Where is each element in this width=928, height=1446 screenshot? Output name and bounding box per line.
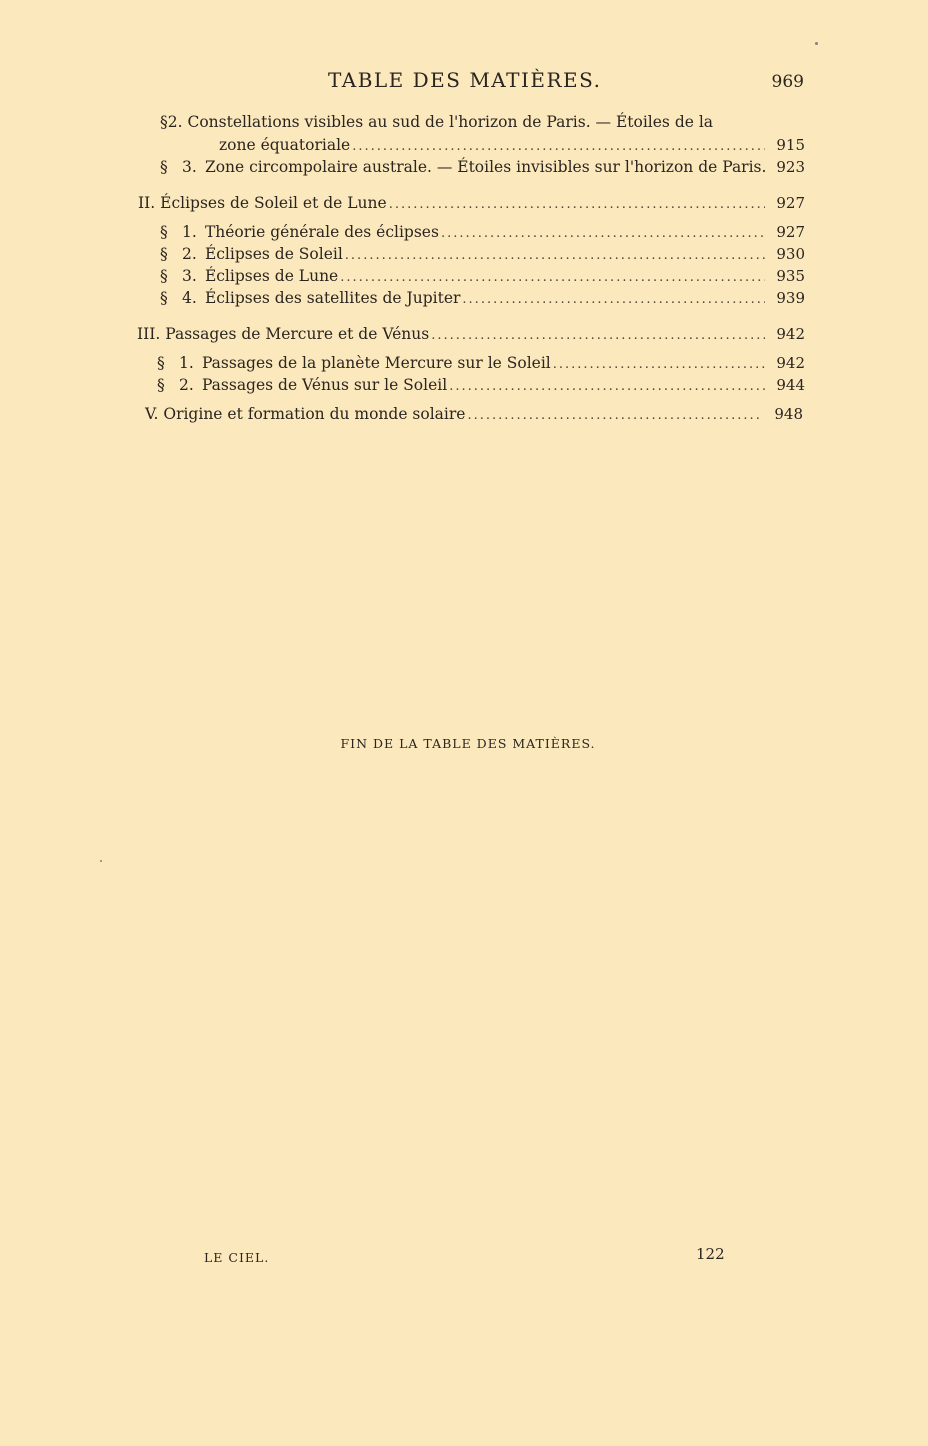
section-marker: § (160, 113, 168, 131)
toc-chapter (138, 192, 805, 216)
header-page-number: 969 (771, 72, 804, 92)
entry-title-continuation: zone équatoriale (219, 136, 351, 154)
entry-number: 3. (182, 267, 197, 285)
toc-entry (157, 352, 805, 376)
entry-page: 942 (776, 325, 805, 343)
section-marker: § (157, 376, 165, 394)
entry-title: Zone circompolaire australe. — Étoiles invisibles sur l'horizon de Paris. (204, 158, 767, 176)
entry-page: 927 (776, 223, 805, 241)
running-header-title: TABLE DES MATIÈRES. (328, 68, 602, 92)
entry-title: Éclipses de Lune (204, 267, 339, 285)
entry-title: Passages de Vénus sur le Soleil (201, 376, 448, 394)
toc-entry (160, 287, 805, 311)
section-marker: § (160, 223, 168, 241)
dot-leader (553, 354, 765, 376)
section-marker: § (160, 289, 168, 307)
section-marker: § (160, 158, 168, 176)
entry-page: 942 (776, 354, 805, 372)
entry-number: 1. (182, 223, 197, 241)
entry-number: 4. (182, 289, 197, 307)
entry-page: 930 (776, 245, 805, 263)
chapter-number: III. (137, 325, 161, 343)
entry-page: 948 (774, 405, 803, 423)
dot-leader (462, 289, 765, 311)
dot-leader (431, 325, 765, 347)
end-of-table-note: FIN DE LA TABLE DES MATIÈRES. (340, 736, 596, 751)
toc-entry-line1 (160, 111, 713, 133)
toc-entry (160, 156, 805, 178)
entry-page: 944 (776, 376, 805, 394)
entry-number: 2. (182, 245, 197, 263)
section-marker: § (160, 267, 168, 285)
toc-entry (219, 134, 805, 158)
toc-entry (160, 265, 805, 289)
entry-number: 3. (182, 158, 197, 176)
section-marker: § (160, 245, 168, 263)
footer-book-title: LE CIEL. (204, 1250, 270, 1265)
toc-entry (160, 221, 805, 245)
section-marker: § (157, 354, 165, 372)
toc-chapter (137, 323, 805, 347)
toc-entry (157, 374, 805, 398)
dot-leader (352, 136, 765, 158)
entry-title: Théorie générale des éclipses (204, 223, 439, 241)
chapter-title: Passages de Mercure et de Vénus (165, 325, 430, 343)
toc-chapter (145, 403, 803, 427)
entry-title: Éclipses de Soleil (204, 245, 343, 263)
entry-number: 1. (179, 354, 194, 372)
dot-leader (340, 267, 765, 289)
footer-signature-mark: 122 (696, 1245, 725, 1263)
entry-page: 935 (776, 267, 805, 285)
dot-leader (467, 405, 763, 427)
paper-speck (100, 860, 102, 862)
chapter-title: Origine et formation du monde solaire (163, 405, 466, 423)
entry-page: 923 (776, 158, 805, 176)
entry-number: 2. (179, 376, 194, 394)
dot-leader (441, 223, 765, 245)
entry-number: 2. (167, 113, 183, 131)
paper-speck (815, 42, 818, 45)
chapter-number: V. (145, 405, 159, 423)
dot-leader (345, 245, 765, 267)
entry-title: Passages de la planète Mercure sur le Soleil (201, 354, 551, 372)
chapter-title: Éclipses de Soleil et de Lune (160, 194, 387, 212)
chapter-number: II. (138, 194, 156, 212)
entry-page: 915 (776, 136, 805, 154)
entry-page: 927 (776, 194, 805, 212)
dot-leader (389, 194, 765, 216)
entry-title: Éclipses des satellites de Jupiter (204, 289, 461, 307)
entry-page: 939 (776, 289, 805, 307)
entry-title: Constellations visibles au sud de l'horizon de Paris. — Étoiles de la (187, 113, 714, 131)
dot-leader (449, 376, 765, 398)
toc-entry (160, 243, 805, 267)
